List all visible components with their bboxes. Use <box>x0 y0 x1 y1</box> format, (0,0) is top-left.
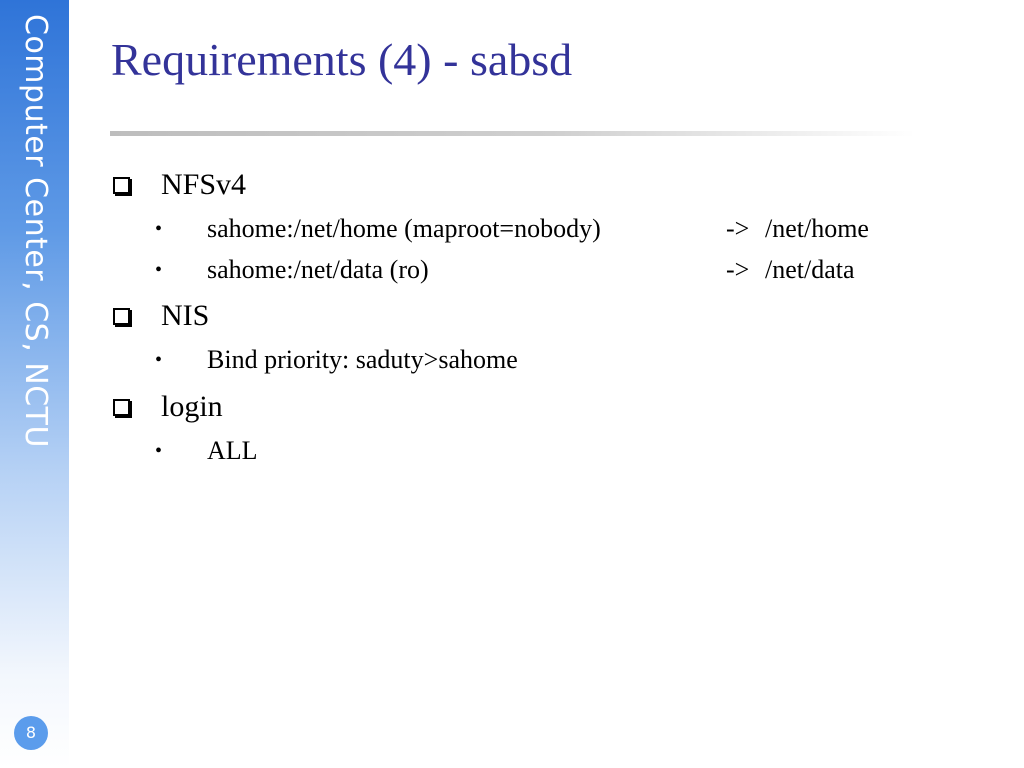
mount-target: /net/home <box>765 214 869 243</box>
checkbox-bullet-icon <box>113 399 130 416</box>
bullet-icon: • <box>155 349 163 371</box>
bullet-icon: • <box>155 440 163 462</box>
checkbox-bullet-icon <box>113 177 130 194</box>
item-text: Bind priority: saduty>sahome <box>207 345 518 374</box>
list-item <box>0 255 1024 285</box>
bullet-icon: • <box>155 259 163 281</box>
page-number-badge: 8 <box>14 716 48 750</box>
mapping-arrow: -> <box>726 214 750 243</box>
item-text: ALL <box>207 436 258 465</box>
section-nfsv4 <box>113 167 246 203</box>
section-login <box>113 389 223 425</box>
section-label: login <box>161 390 223 423</box>
mapping-arrow: -> <box>726 255 750 284</box>
section-label: NFSv4 <box>161 168 247 201</box>
bullet-icon: • <box>155 218 163 240</box>
section-nis <box>113 298 209 334</box>
checkbox-bullet-icon <box>113 308 130 325</box>
mount-target: /net/data <box>765 255 855 284</box>
list-item <box>0 436 1024 466</box>
item-text: sahome:/net/data (ro) <box>207 255 429 284</box>
sidebar-org-label: Computer Center, CS, NCTU <box>18 14 53 448</box>
item-text: sahome:/net/home (maproot=nobody) <box>207 214 601 243</box>
list-item <box>0 214 1024 244</box>
slide-title: Requirements (4) - sabsd <box>111 34 573 85</box>
list-item <box>0 345 1024 375</box>
section-label: NIS <box>161 299 210 332</box>
